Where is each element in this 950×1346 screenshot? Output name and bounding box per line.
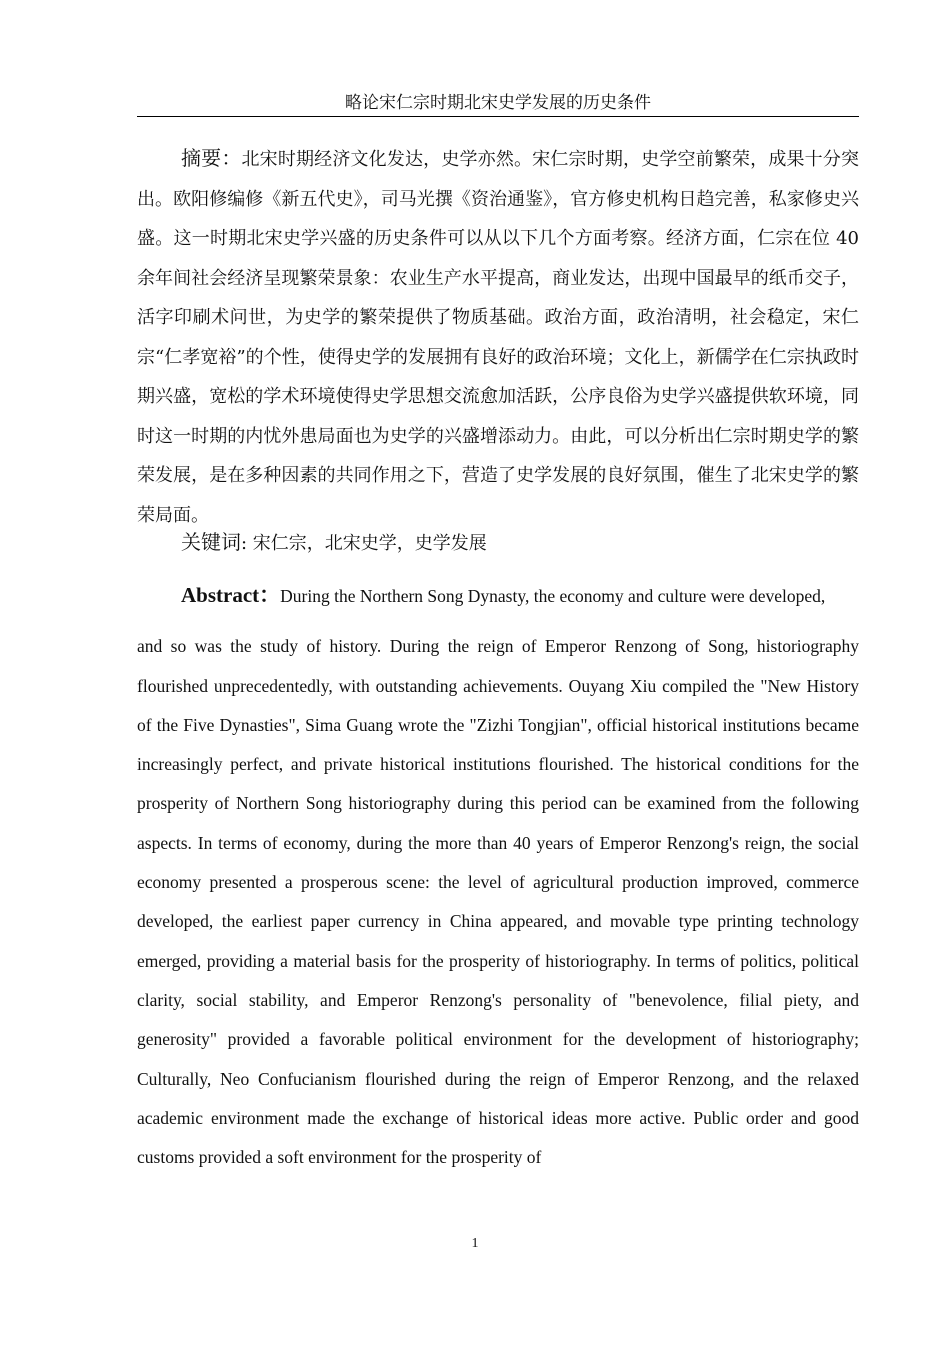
english-abstract-text: and so was the study of history. During the reign of Emperor Renzong of Song, historiography flourished unprecedentedly, with outstanding achievements. Ouyang Xiu compiled the "New History of the Five Dynasties", Sima Guang wrote the "Zizhi Tongjian", official historical institutions became increasingly perfect, and private historical institutions flourished. The historical conditions for the prosperity of Northern Song historiography during this period can be examined from the following aspects. In terms of economy, during the more than 40 years of Emperor Renzong's reign, the social economy presented a prosperous scene: the level of agricultural production improved, commerce developed, the earliest paper currency in China appeared, and movable type printing technology emerged, providing a material basis for the prosperity of historiography. In terms of politics, political clarity, social stability, and Emperor Renzong's personality of "benevolence, filial piety, and generosity" provided a favorable political environment for the development of historiography; Culturally, Neo Confucianism flourished during the reign of Emperor Renzong, and the relaxed academic environment made the exchange of historical ideas more active. Public order and good customs provided a soft environment for the prosperity of — [137, 636, 859, 1168]
english-abstract — [137, 576, 859, 1177]
keywords-line — [137, 526, 859, 560]
chinese-abstract-text: 北宋时期经济文化发达，史学亦然。宋仁宗时期，史学空前繁荣，成果十分突出。欧阳修编修《新五代史》，司马光撰《资治通鉴》，官方修史机构日趋完善，私家修史兴盛。这一时期北宋史学兴盛的历史条件可以从以下几个方面考察。经济方面，仁宗在位 40 余年间社会经济呈现繁荣景象：农业生产水平提高，商业发达，出现中国最早的纸币交子，活字印刷术问世，为史学的繁荣提供了物质基础。政治方面，政治清明，社会稳定，宋仁宗“仁孝宽裕”的个性，使得史学的发展拥有良好的政治环境；文化上，新儒学在仁宗执政时期兴盛，宽松的学术环境使得史学思想交流愈加活跃，公序良俗为史学兴盛提供软环境，同时这一时期的内忧外患局面也为史学的兴盛增添动力。由此，可以分析出仁宗时期史学的繁荣发展，是在多种因素的共同作用之下，营造了史学发展的良好氛围，催生了北宋史学的繁荣局面。 — [137, 149, 859, 526]
chinese-abstract — [137, 139, 859, 535]
chinese-abstract-label: 摘要： — [181, 146, 242, 170]
english-abstract-label: Abstract： — [181, 583, 281, 607]
header-title: 略论宋仁宗时期北宋史学发展的历史条件 — [345, 93, 651, 113]
page-number — [0, 1236, 950, 1252]
english-abstract-first-line — [137, 576, 859, 616]
english-abstract-first-text: During the Northern Song Dynasty, the economy and culture were developed, — [280, 586, 826, 606]
running-header — [137, 91, 859, 117]
keywords-text: : 宋仁宗，北宋史学，史学发展 — [241, 533, 487, 554]
page-number-text: 1 — [471, 1236, 479, 1251]
keywords-label: 关键词 — [181, 530, 241, 554]
